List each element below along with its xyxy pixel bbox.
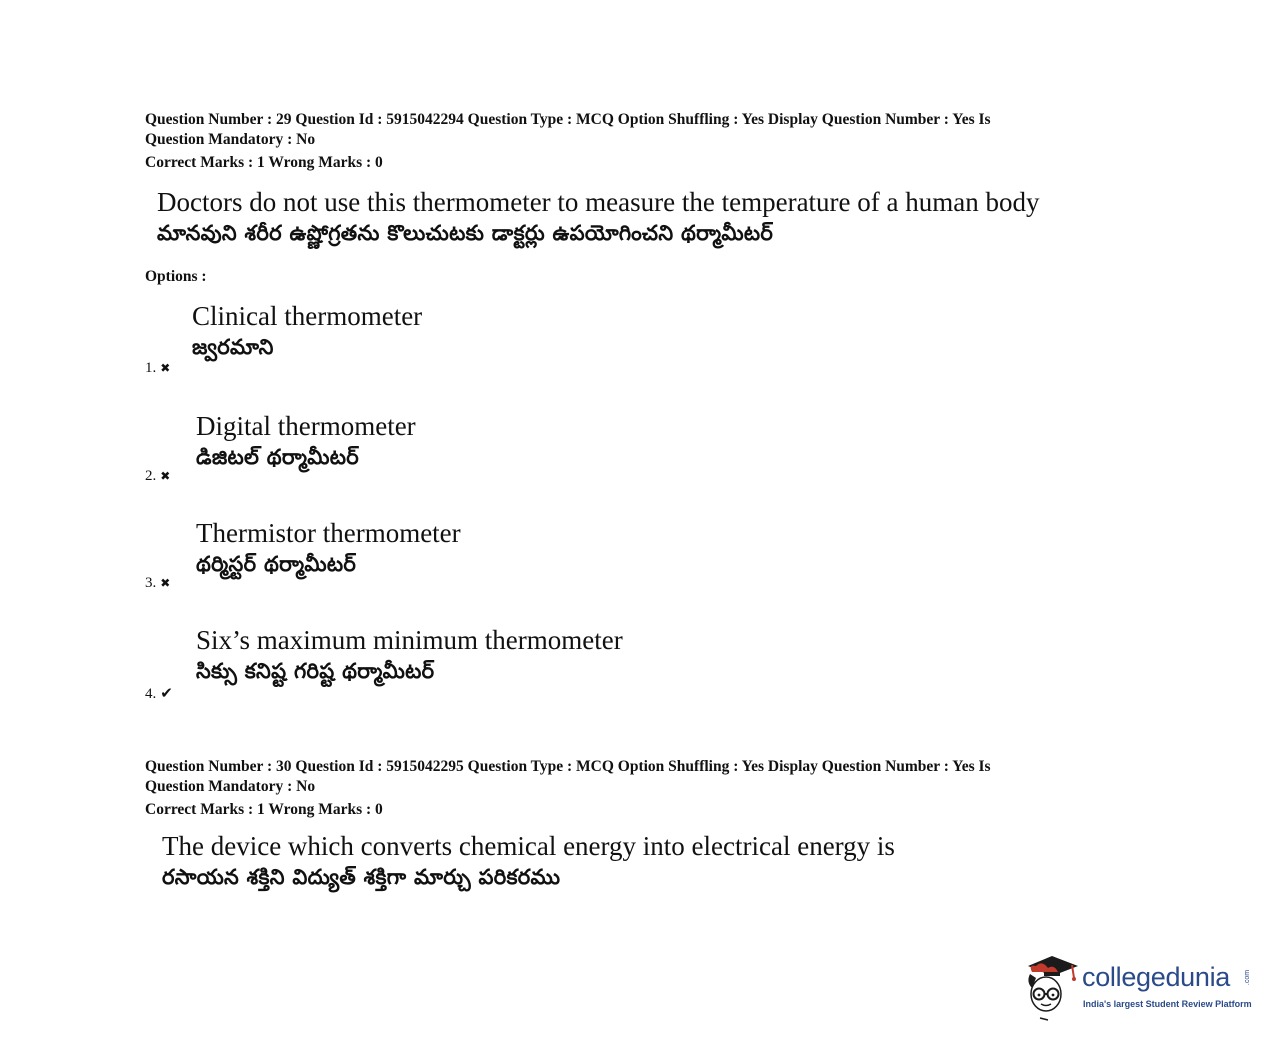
checkmark-icon: ✔ (160, 684, 173, 702)
question-30-text-en: The device which converts chemical energy into electrical energy is (162, 831, 895, 861)
option-3-text-te: థర్మిస్టర్ థర్మామీటర్ (196, 552, 357, 576)
question-29-text (157, 186, 1040, 248)
option-2-number-label: 2. (145, 468, 157, 484)
question-30-text-te: రసాయన శక్తిని విద్యుత్ శక్తిగా మార్చు పరికరము (162, 865, 561, 889)
question-29-meta-line2: Question Mandatory : No (145, 131, 316, 148)
option-2[interactable] (196, 410, 416, 472)
question-30-marks: Correct Marks : 1 Wrong Marks : 0 (145, 801, 383, 818)
option-1-number-label: 1. (145, 360, 157, 376)
options-label: Options : (145, 268, 207, 285)
cross-icon: ✖ (160, 361, 171, 375)
question-30-meta-line1: Question Number : 30 Question Id : 5915042295 Question Type : MCQ Option Shuffling : Yes Display Question Number : Yes Is (145, 758, 991, 775)
option-3-number (145, 575, 170, 592)
option-4[interactable] (196, 624, 623, 686)
option-2-number (145, 468, 170, 485)
option-4-number-label: 4. (145, 686, 157, 702)
question-29-meta-line1: Question Number : 29 Question Id : 5915042294 Question Type : MCQ Option Shuffling : Yes Display Question Number : Yes Is (145, 111, 991, 128)
logo-tagline: India's largest Student Review Platform (1083, 999, 1252, 1009)
collegedunia-logo (1022, 952, 1252, 1022)
option-1-number (145, 360, 170, 377)
cross-icon: ✖ (160, 576, 171, 590)
cross-icon: ✖ (160, 469, 171, 483)
question-30-meta-line2: Question Mandatory : No (145, 778, 316, 795)
graduate-mascot-icon (1022, 952, 1082, 1022)
question-30-meta (145, 757, 1105, 820)
option-1-text-en: Clinical thermometer (192, 301, 423, 331)
option-2-text-en: Digital thermometer (196, 411, 416, 441)
question-29-meta (145, 110, 1105, 173)
option-3[interactable] (196, 517, 461, 579)
option-1[interactable] (192, 300, 422, 362)
question-29-marks: Correct Marks : 1 Wrong Marks : 0 (145, 154, 383, 171)
option-2-text-te: డిజిటల్ థర్మామీటర్ (196, 445, 360, 469)
option-4-number (145, 684, 173, 703)
option-4-text-en: Six’s maximum minimum thermometer (196, 625, 623, 655)
question-29-text-en: Doctors do not use this thermometer to measure the temperature of a human body (157, 187, 1040, 217)
option-4-text-te: సిక్సు కనిష్ట గరిష్ట థర్మామీటర్ (196, 659, 435, 683)
option-3-text-en: Thermistor thermometer (196, 518, 461, 548)
question-29-text-te: మానవుని శరీర ఉష్ణోగ్రతను కొలుచుటకు డాక్టర్లు ఉపయోగించని థర్మామీటర్ (157, 221, 774, 245)
option-1-text-te: జ్వరమాని (192, 335, 274, 359)
question-30-text (162, 830, 895, 892)
option-3-number-label: 3. (145, 575, 157, 591)
logo-name: collegedunia (1082, 962, 1231, 992)
logo-domain-suffix: .com (1244, 969, 1252, 986)
